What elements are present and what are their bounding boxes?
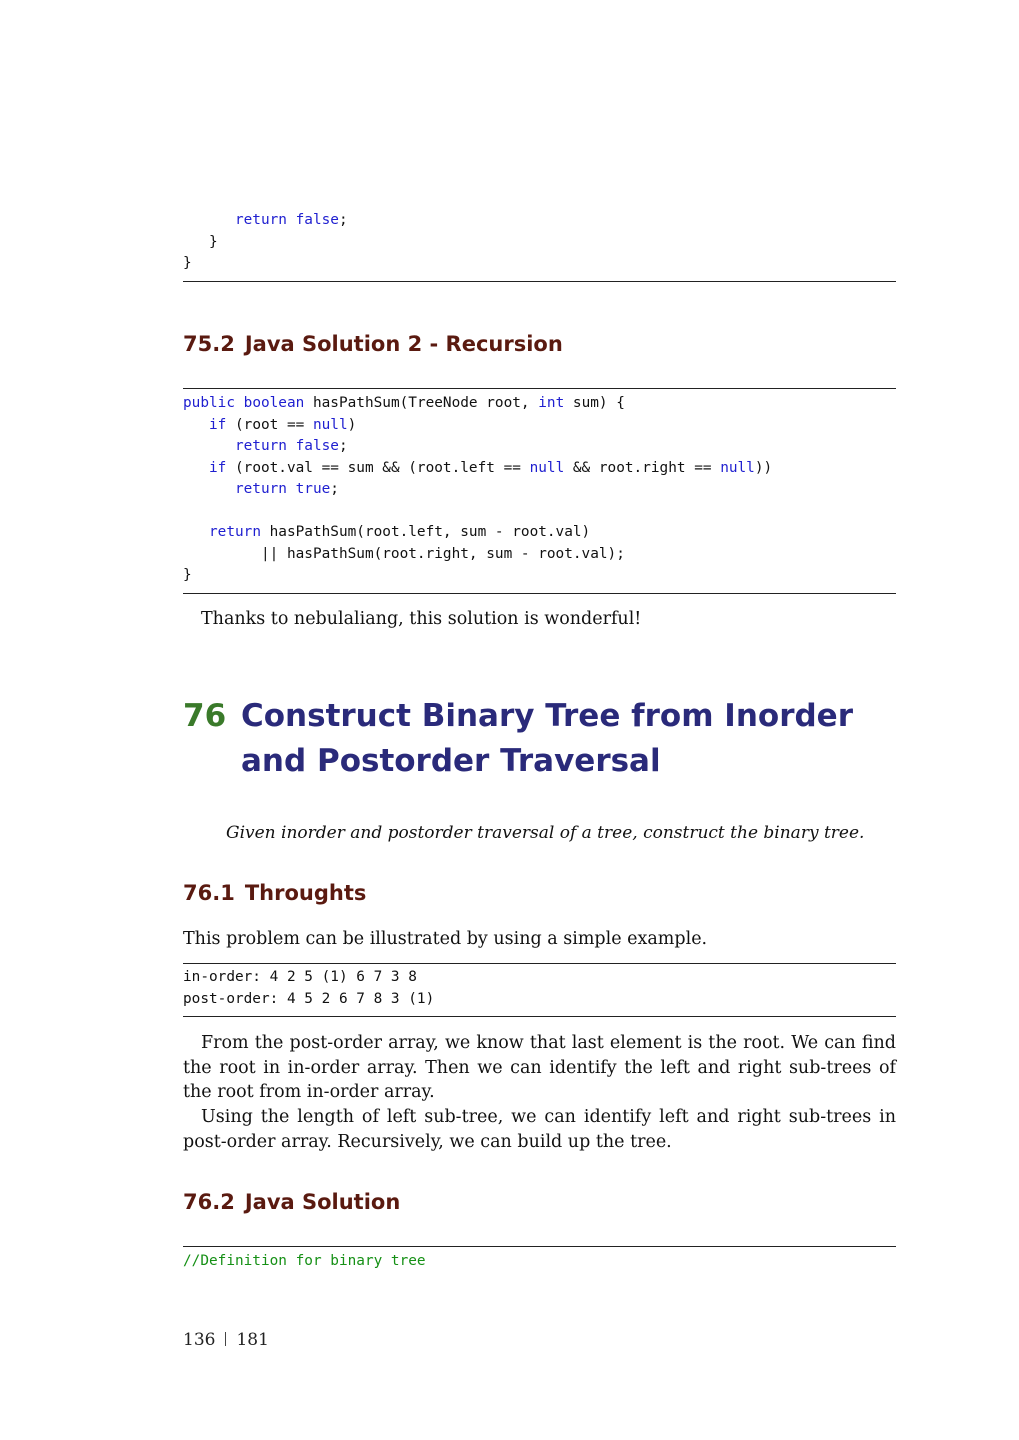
page-footer	[183, 1330, 269, 1350]
chapter-title: Construct Binary Tree from Inorder and Postorder Traversal	[241, 698, 853, 779]
section-heading-75-2	[183, 332, 563, 356]
thanks-paragraph: Thanks to nebulaliang, this solution is wonderful!	[201, 609, 642, 629]
section-number: 76.1	[183, 881, 235, 905]
section-number: 75.2	[183, 332, 235, 356]
code-block-continued	[183, 210, 348, 275]
code-block-bottom-rule	[183, 593, 896, 594]
problem-statement: Given inorder and postorder traversal of a tree, construct the binary tree.	[226, 823, 865, 843]
code-block-haspathsum	[183, 393, 772, 587]
code-block-solution	[183, 1251, 426, 1273]
section-title: Throughts	[244, 881, 367, 905]
code-line: return true;	[234, 481, 339, 497]
code-block-top-rule	[183, 963, 896, 964]
code-line: return false;	[234, 212, 348, 228]
section-heading-76-2	[183, 1190, 400, 1214]
code-block-bottom-rule	[183, 281, 896, 282]
section-number: 76.2	[183, 1190, 235, 1214]
chapter-heading-76	[183, 694, 896, 786]
code-line: in-order: 4 2 5 (1) 6 7 3 8	[183, 969, 417, 985]
code-block-example	[183, 967, 434, 1010]
code-line: }	[183, 567, 192, 583]
code-line: || hasPathSum(root.right, sum - root.val);	[183, 545, 625, 562]
page-number: 136	[183, 1330, 216, 1350]
code-line: return hasPathSum(root.left, sum - root.val)	[209, 524, 591, 540]
footer-separator	[225, 1332, 226, 1346]
explanation-paragraph-2: Using the length of left sub-tree, we can identify left and right sub-trees in post-order array. Recursively, we can build up the tree.	[183, 1107, 896, 1152]
code-line: if (root == null)	[209, 416, 357, 433]
code-line: }	[183, 255, 192, 271]
code-block-top-rule	[183, 388, 896, 389]
code-line: }	[183, 233, 218, 250]
code-block-top-rule	[183, 1246, 896, 1247]
total-pages: 181	[236, 1330, 269, 1350]
intro-paragraph: This problem can be illustrated by using a simple example.	[183, 929, 708, 949]
chapter-number: 76	[183, 698, 227, 734]
code-comment: //Definition for binary tree	[183, 1253, 426, 1269]
section-title: Java Solution	[244, 1190, 401, 1214]
section-title: Java Solution 2 - Recursion	[244, 332, 563, 356]
code-line: post-order: 4 5 2 6 7 8 3 (1)	[183, 990, 435, 1007]
code-block-bottom-rule	[183, 1016, 896, 1017]
explanation-paragraph-1: From the post-order array, we know that last element is the root. We can find the root in in-order array. Then we can identify the left and right sub-trees of the root from in-order array.	[183, 1033, 896, 1102]
code-line: return false;	[234, 438, 348, 454]
section-heading-76-1	[183, 881, 366, 905]
code-line: public boolean hasPathSum(TreeNode root, int sum) {	[183, 395, 625, 411]
code-line: if (root.val == sum && (root.left == null && root.right == null))	[209, 459, 773, 476]
